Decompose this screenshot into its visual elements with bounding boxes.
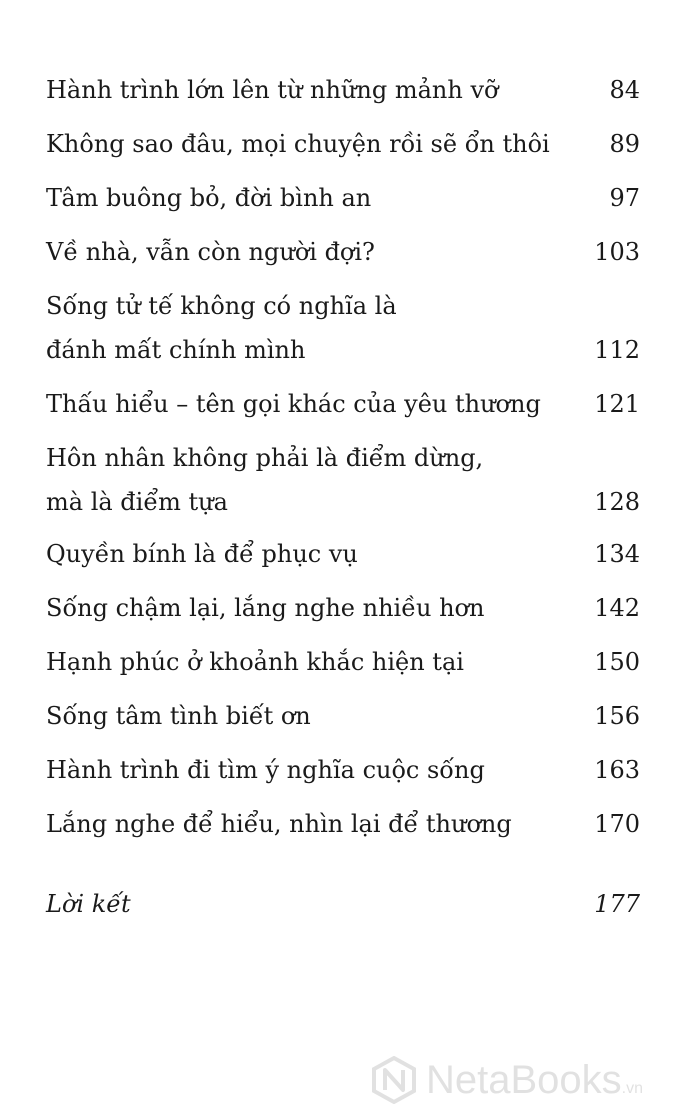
toc-closing-title: Lời kết: [46, 890, 131, 918]
toc-entry-title: Thấu hiểu – tên gọi khác của yêu thương: [46, 390, 541, 418]
toc-entry-page: 84: [609, 76, 640, 104]
toc-entry-title: Tâm buông bỏ, đời bình an: [46, 184, 372, 212]
toc-entry-page: 121: [594, 390, 640, 418]
watermark-brand-name: NetaBooks: [426, 1058, 622, 1102]
toc-entry-page: 89: [609, 130, 640, 158]
toc-entry: [46, 802, 640, 846]
watermark-brand: [426, 1056, 643, 1113]
toc-entry-page: 112: [594, 336, 640, 364]
toc-entry-page: 128: [594, 488, 640, 516]
toc-entry: [46, 122, 640, 166]
toc-entry-title: Hành trình lớn lên từ những mảnh vỡ: [46, 76, 499, 104]
toc-entry-page: 103: [594, 238, 640, 266]
toc-entry: [46, 532, 640, 576]
toc-entry: [46, 640, 640, 684]
toc-entry-title-line1: Hôn nhân không phải là điểm dừng,: [46, 444, 484, 472]
toc-entry: [46, 586, 640, 630]
watermark-suffix: .vn: [621, 1080, 644, 1097]
netabooks-logo-icon: [370, 1056, 418, 1104]
toc-entry-page: 150: [594, 648, 640, 676]
toc-entry: [46, 694, 640, 738]
toc-entry: [46, 748, 640, 792]
toc-entry-title: Sống chậm lại, lắng nghe nhiều hơn: [46, 594, 485, 622]
toc-entry: [46, 436, 640, 524]
toc-entry-title: Về nhà, vẫn còn người đợi?: [46, 238, 375, 266]
toc-entry-title: Lắng nghe để hiểu, nhìn lại để thương: [46, 810, 512, 838]
toc-closing-entry: [46, 882, 640, 926]
toc-entry: [46, 230, 640, 274]
toc-entry-page: 170: [594, 810, 640, 838]
toc-entry-title-line1: Sống tử tế không có nghĩa là: [46, 292, 397, 320]
toc-entry-title-line2: mà là điểm tựa: [46, 488, 228, 516]
toc-entry-page: 97: [609, 184, 640, 212]
toc-entry: [46, 68, 640, 112]
toc-closing-page: 177: [594, 890, 640, 918]
toc-entry-page: 134: [594, 540, 640, 568]
watermark: [370, 1050, 690, 1110]
toc-entry-page: 142: [594, 594, 640, 622]
toc-entry-title: Quyền bính là để phục vụ: [46, 540, 358, 568]
toc-entry: [46, 284, 640, 372]
toc-entry-title: Không sao đâu, mọi chuyện rồi sẽ ổn thôi: [46, 130, 550, 158]
toc-entry-title: Sống tâm tình biết ơn: [46, 702, 311, 730]
toc-entry-title-line2: đánh mất chính mình: [46, 336, 306, 364]
toc-entry: [46, 176, 640, 220]
toc-entry-title: Hành trình đi tìm ý nghĩa cuộc sống: [46, 756, 485, 784]
toc-entry-page: 156: [594, 702, 640, 730]
toc-entry-page: 163: [594, 756, 640, 784]
toc-entry: [46, 382, 640, 426]
toc-entry-title: Hạnh phúc ở khoảnh khắc hiện tại: [46, 648, 464, 676]
